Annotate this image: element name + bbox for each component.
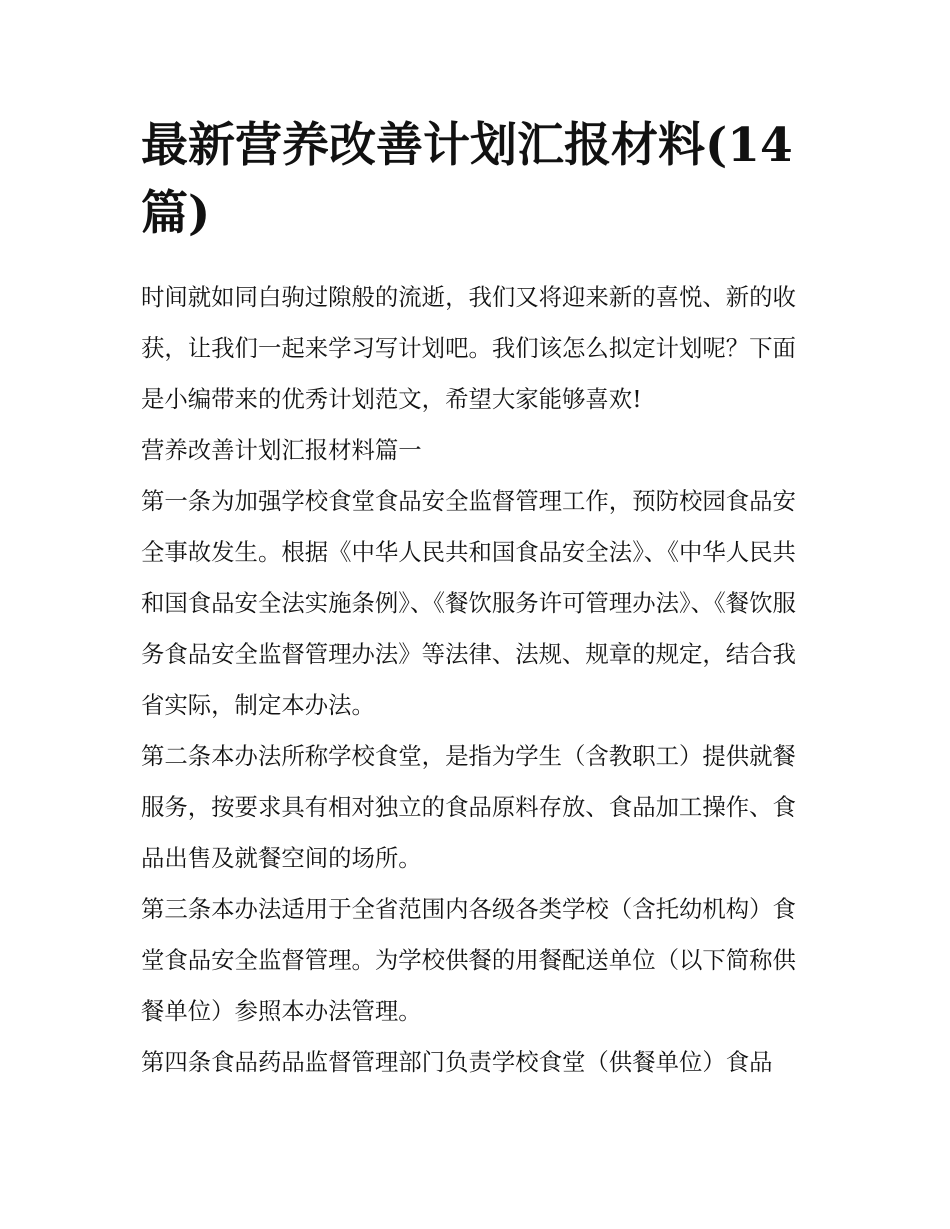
document-title: 最新营养改善计划汇报材料(14篇): [141, 118, 793, 241]
article-paragraph-4: 第四条食品药品监督管理部门负责学校食堂（供餐单位）食品: [141, 1048, 773, 1076]
document-body: [141, 272, 813, 1088]
article-paragraph-2: 第二条本办法所称学校食堂，是指为学生（含教职工）提供就餐服务，按要求具有相对独立的食品原料存放、食品加工操作、食品出售及就餐空间的场所。: [141, 742, 796, 872]
article-paragraph-3: 第三条本办法适用于全省范围内各级各类学校（含托幼机构）食堂食品安全监督管理。为学校供餐的用餐配送单位（以下简称供餐单位）参照本办法管理。: [141, 895, 796, 1025]
intro-paragraph: 时间就如同白驹过隙般的流逝，我们又将迎来新的喜悦、新的收获，让我们一起来学习写计划吧。我们该怎么拟定计划呢？下面是小编带来的优秀计划范文，希望大家能够喜欢!: [141, 283, 796, 413]
article-paragraph-1: 第一条为加强学校食堂食品安全监督管理工作，预防校园食品安全事故发生。根据《中华人民共和国食品安全法》、《中华人民共和国食品安全法实施条例》、《餐饮服务许可管理办法》、《餐饮服务食品安全监督管理办法》等法律、法规、规章的规定，结合我省实际，制定本办法。: [141, 487, 796, 719]
document-content: [141, 112, 813, 1088]
section-heading: 营养改善计划汇报材料篇一: [141, 436, 422, 464]
